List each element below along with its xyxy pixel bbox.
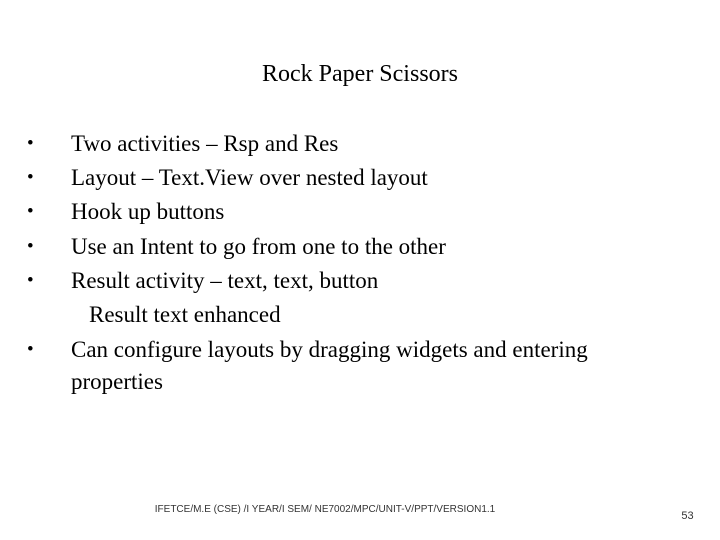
slide-footer: IFETCE/M.E (CSE) /I YEAR/I SEM/ NE7002/MPC/UNIT-V/PPT/VERSION1.1 bbox=[154, 504, 496, 515]
bullet-item bbox=[25, 195, 675, 229]
bullet-list bbox=[25, 127, 675, 398]
bullet-item bbox=[25, 334, 675, 398]
bullet-text: Use an Intent to go from one to the other bbox=[71, 233, 446, 259]
sub-bullet-item bbox=[25, 298, 675, 332]
bullet-marker: • bbox=[27, 269, 34, 291]
bullet-text: Two activities – Rsp and Res bbox=[71, 131, 339, 156]
page-number: 53 bbox=[681, 510, 694, 522]
bullet-text: Hook up buttons bbox=[71, 199, 225, 225]
bullet-item bbox=[25, 230, 675, 264]
bullet-item bbox=[25, 127, 675, 161]
sub-bullet-text: Result text enhanced bbox=[89, 302, 281, 328]
bullet-item bbox=[25, 161, 675, 195]
bullet-item bbox=[25, 264, 675, 298]
bullet-marker: • bbox=[27, 339, 34, 361]
slide-title-text: Rock Paper Scissors bbox=[262, 61, 458, 87]
bullet-marker: • bbox=[27, 167, 34, 189]
bullet-text: Layout – Text.View over nested layout bbox=[71, 165, 428, 191]
slide-title bbox=[0, 58, 720, 90]
bullet-marker: • bbox=[27, 201, 34, 223]
bullet-text: Result activity – text, text, button bbox=[71, 267, 379, 293]
bullet-marker: • bbox=[27, 133, 34, 154]
bullet-text: Can configure layouts by dragging widgets and entering properties bbox=[71, 337, 588, 395]
bullet-marker: • bbox=[27, 235, 34, 257]
